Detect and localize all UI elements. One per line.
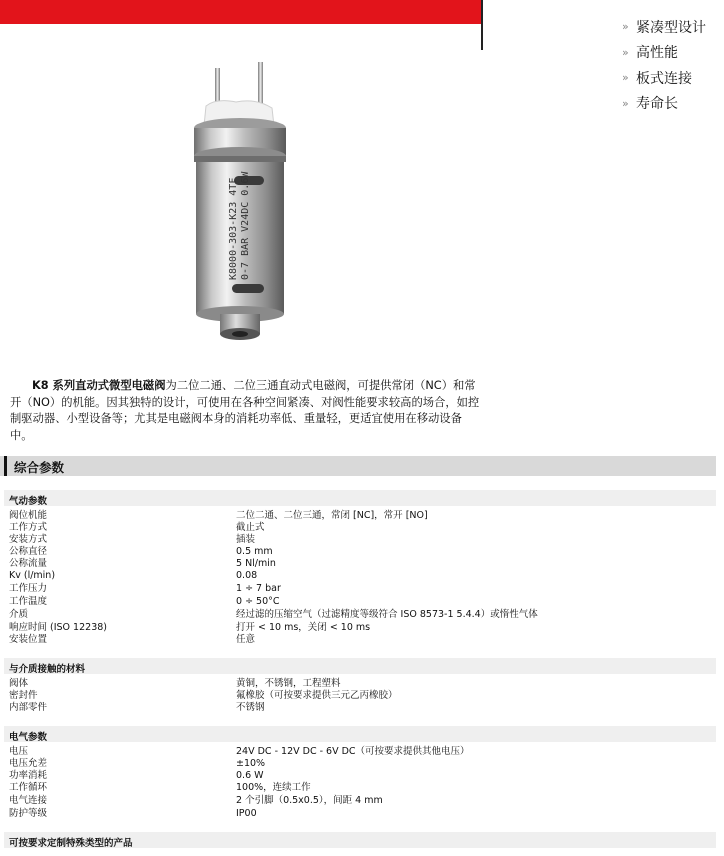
param-value: 24V DC - 12V DC - 6V DC（可按要求提供其他电压） — [236, 746, 470, 757]
feature-text: 寿命长 — [636, 96, 678, 113]
param-key: 电压允差 — [9, 758, 48, 769]
param-value: 黄铜，不锈钢，工程塑料 — [236, 678, 341, 689]
param-value: 0.5 mm — [236, 546, 273, 557]
param-row — [9, 795, 709, 807]
param-value: 0.6 W — [236, 770, 264, 781]
bullet-icon: » — [622, 20, 629, 34]
param-value: 0 ÷ 50°C — [236, 596, 280, 607]
param-value: ±10% — [236, 758, 266, 769]
param-key: 响应时间 (ISO 12238) — [9, 622, 107, 633]
feature-item — [622, 65, 722, 91]
header-divider-line — [481, 0, 483, 50]
param-row — [9, 596, 709, 608]
param-row — [9, 634, 709, 646]
param-value: 插装 — [236, 534, 256, 545]
param-row — [9, 609, 709, 621]
section-marker — [4, 456, 7, 476]
param-row — [9, 622, 709, 634]
param-key: 密封件 — [9, 690, 38, 701]
param-row — [9, 546, 709, 558]
param-key: 电气连接 — [9, 795, 48, 806]
solenoid-valve-photo — [176, 58, 316, 350]
param-row — [9, 534, 709, 546]
param-key: 工作循环 — [9, 782, 48, 793]
param-row — [9, 583, 709, 595]
group-title-custom: 可按要求定制特殊类型的产品 — [9, 838, 133, 849]
param-row — [9, 702, 709, 714]
param-value: 截止式 — [236, 522, 265, 533]
feature-list — [622, 14, 722, 116]
param-key: 防护等级 — [9, 808, 48, 819]
param-row — [9, 758, 709, 770]
intro-text: 为二位二通、二位三通直动式电磁阀，可提供常闭（NC）和常开（NO）的机能。因其独特的设计，可使用在各种空间紧凑、对阀性能要求较高的场合，如控制驱动器、小型设备等；尤其是电磁阀本身的消耗功率低、重量轻，更适宜使用在移动设备中。 — [10, 379, 480, 442]
param-key: 工作方式 — [9, 522, 48, 533]
group-title-electrical: 电气参数 — [9, 732, 48, 743]
param-row — [9, 570, 709, 582]
param-row — [9, 678, 709, 690]
param-row — [9, 510, 709, 522]
feature-item — [622, 14, 722, 40]
param-value: 1 ÷ 7 bar — [236, 583, 281, 594]
param-row — [9, 770, 709, 782]
product-label-line2: 0-7 BAR V24DC 0.6W — [240, 171, 251, 280]
param-key: 阀位机能 — [9, 510, 48, 521]
group-title-pneumatic: 气动参数 — [9, 496, 48, 507]
param-key: 公称直径 — [9, 546, 48, 557]
intro-paragraph — [10, 378, 480, 444]
product-label-line1: K8000-303-K23 4TF — [228, 177, 239, 280]
param-value: 打开 < 10 ms，关闭 < 10 ms — [236, 622, 371, 633]
param-row — [9, 746, 709, 758]
param-value: 不锈钢 — [236, 702, 265, 713]
param-value: 经过滤的压缩空气（过滤精度等级符合 ISO 8573-1 5.4.4）或惰性气体 — [236, 609, 538, 620]
param-key: 内部零件 — [9, 702, 48, 713]
param-row — [9, 808, 709, 820]
section-title: 综合参数 — [14, 460, 65, 475]
feature-item — [622, 91, 722, 117]
param-key: 安装方式 — [9, 534, 48, 545]
feature-item — [622, 40, 722, 66]
param-key: Kv (l/min) — [9, 570, 56, 581]
param-key: 阀体 — [9, 678, 29, 689]
group-bar — [4, 490, 716, 506]
param-value: IP00 — [236, 808, 257, 819]
param-key: 功率消耗 — [9, 770, 48, 781]
group-title-materials: 与介质接触的材料 — [9, 664, 86, 675]
param-key: 介质 — [9, 609, 29, 620]
top-accent-bar — [0, 0, 482, 24]
group-bar — [4, 658, 716, 674]
bullet-icon: » — [622, 45, 629, 59]
param-value: 2 个引脚（0.5x0.5），间距 4 mm — [236, 795, 383, 806]
section-header — [0, 456, 716, 476]
param-key: 公称流量 — [9, 558, 48, 569]
group-bar — [4, 726, 716, 742]
param-key: 工作压力 — [9, 583, 48, 594]
feature-text: 紧凑型设计 — [636, 19, 706, 36]
intro-lead: K8 系列直动式微型电磁阀 — [32, 379, 166, 392]
param-value: 氟橡胶（可按要求提供三元乙丙橡胶） — [236, 690, 398, 701]
bullet-icon: » — [622, 71, 629, 85]
param-value: 5 Nl/min — [236, 558, 276, 569]
param-row — [9, 782, 709, 794]
feature-text: 板式连接 — [636, 70, 692, 87]
param-value: 任意 — [236, 634, 256, 645]
param-value: 0.08 — [236, 570, 258, 581]
param-row — [9, 522, 709, 534]
param-row — [9, 690, 709, 702]
param-value: 二位二通、二位三通，常闭 [NC]，常开 [NO] — [236, 510, 428, 521]
param-key: 电压 — [9, 746, 29, 757]
feature-text: 高性能 — [636, 45, 678, 62]
param-key: 工作温度 — [9, 596, 48, 607]
bullet-icon: » — [622, 96, 629, 110]
param-key: 安装位置 — [9, 634, 48, 645]
param-row — [9, 558, 709, 570]
param-value: 100%，连续工作 — [236, 782, 311, 793]
